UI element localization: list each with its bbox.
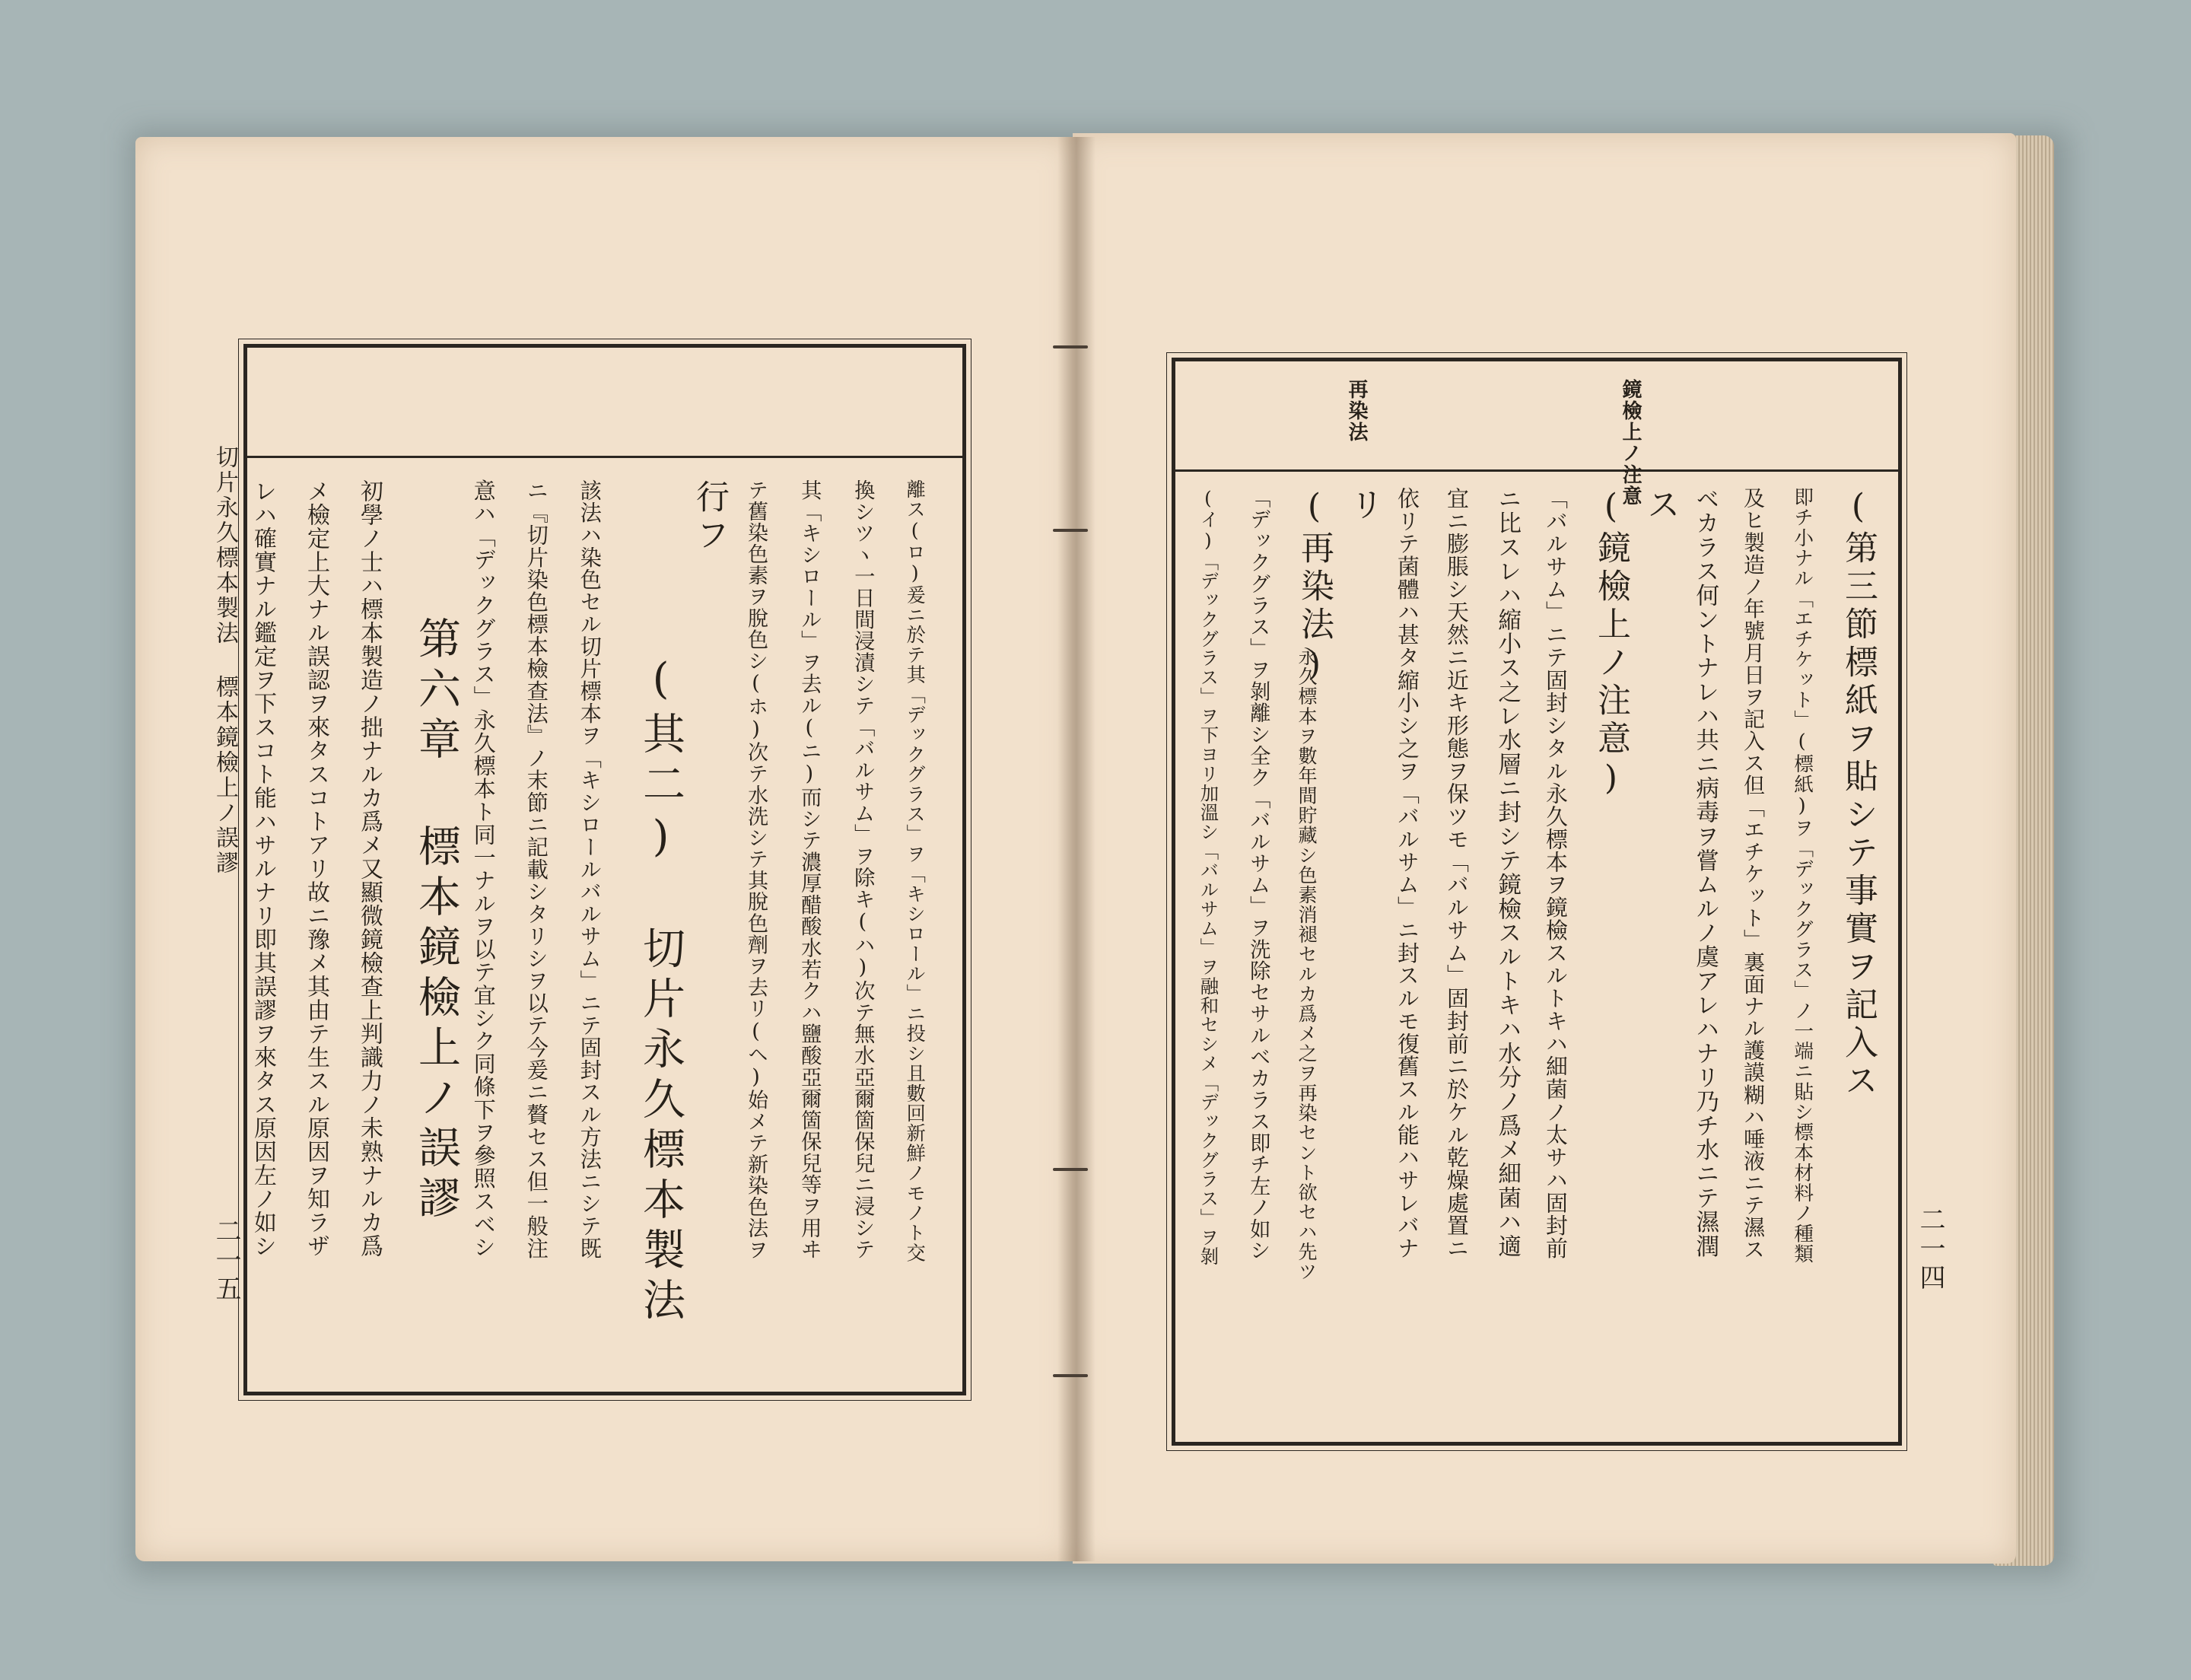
text-line: 意ハ「デックグラス」永久標本ト同一ナルヲ以テ宜シク同條下ヲ參照スベシ [470, 479, 497, 1259]
text-line: 其「キシロール」ヲ去ル(ニ)而シテ濃厚醋酸水若クハ鹽酸亞爾箇保兒等ヲ用ヰ [797, 479, 822, 1260]
text-line: 宜ニ膨脹シ天然ニ近キ形態ヲ保ツモ「バルサム」固封前ニ於ケル乾燥處置ニ [1443, 487, 1470, 1260]
text-line: ニ『切片染色標本檢查法』ノ末節ニ記載シタリシヲ以テ今爰ニ贅セス但一般注 [523, 479, 549, 1260]
binding-stitch [1053, 529, 1088, 532]
margin-note-band [247, 348, 962, 458]
text-line: (イ)「デックグラス」ヲ下ヨリ加溫シ「バルサム」ヲ融和セシメ「デックグラス」ヲ剝 [1197, 487, 1220, 1267]
text-line: リ [1344, 487, 1383, 525]
margin-note: 再染法 [1345, 379, 1368, 443]
text-line: メ檢定上大ナル誤認ヲ來タスコトアリ故ニ豫メ其由テ生スル原因ヲ知ラザ [303, 479, 329, 1258]
text-line: 該法ハ染色セル切片標本ヲ「キシロールバルサム」ニテ固封スル方法ニシテ既 [577, 479, 603, 1260]
text-line: 永久標本ヲ數年間貯藏シ色素消褪セルカ爲メ之ヲ再染セント欲セハ先ツ [1296, 647, 1318, 1282]
text-line: ニ比スレハ縮小ス之レ水層ニ封シテ鏡檢スルトキハ水分ノ爲メ細菌ハ適 [1493, 487, 1521, 1258]
subsection-heading: (鏡檢上ノ注意) [1592, 487, 1630, 802]
text-line: ベカラス何ントナレハ共ニ病毒ヲ嘗ムルノ虞アレハナリ乃チ水ニテ濕潤 [1691, 487, 1719, 1258]
text-line: 行フ [690, 479, 729, 555]
binding-stitch [1053, 345, 1088, 348]
text-line: レハ確實ナル鑑定ヲ下スコト能ハサルナリ即其誤謬ヲ來タス原因左ノ如シ [250, 479, 276, 1258]
text-line: 「バルサム」ニテ固封シタル永久標本ヲ鏡檢スルトキハ細菌ノ太サハ固封前 [1542, 487, 1569, 1260]
text-line: 離ス(ロ)爰ニ於テ其「デックグラス」ヲ「キシロール」ニ投シ且數回新鮮ノモノト交 [904, 479, 927, 1263]
text-line: 即チ小ナル「エチケット」(標紙)ヲ「デックグラス」ノ一端ニ貼シ標本材料ノ種類 [1790, 487, 1814, 1265]
text-line: 換シツヽ一日間浸漬シテ「バルサム」ヲ除キ(ハ)次テ無水亞爾箇保兒ニ浸シテ [851, 479, 875, 1260]
running-head: 切片永久標本製法 標本鏡檢上ノ誤謬 [211, 445, 238, 876]
binding-stitch [1053, 1168, 1088, 1171]
chapter-heading: 第六章 標本鏡檢上ノ誤謬 [412, 616, 461, 1226]
subsection-heading: (再染法) [1295, 487, 1334, 688]
text-line: 依リテ菌體ハ甚タ縮小シ之ヲ「バルサム」ニ封スルモ復舊スル能ハサレバナ [1394, 487, 1420, 1260]
margin-note-band [1175, 361, 1898, 472]
text-line: 及ヒ製造ノ年號月日ヲ記入ス但「エチケット」裏面ナル護謨糊ハ唾液ニテ濕ス [1741, 487, 1766, 1261]
binding-stitch [1053, 1374, 1088, 1377]
section-heading: (其二) 切片永久標本製法 [636, 654, 685, 1328]
text-line: 初學ノ士ハ標本製造ノ拙ナルカ爲メ又顯微鏡檢查上判識力ノ未熟ナルカ爲 [356, 479, 383, 1258]
book-gutter [1057, 137, 1096, 1561]
page-number: 二一五 [211, 1217, 241, 1304]
page-number: 二一四 [1915, 1206, 1945, 1293]
text-line: ス [1641, 487, 1680, 525]
text-line: 「デックグラス」ヲ剝離シ全ク「バルサム」ヲ洗除セサルベカラス即チ左ノ如シ [1246, 487, 1270, 1262]
text-line: テ舊染色素ヲ脫色シ(ホ)次テ水洗シテ其脫色劑ヲ去リ(ヘ)始メテ新染色法ヲ [744, 479, 768, 1261]
section-heading: (第三節標紙ヲ貼シテ事實ヲ記入ス [1839, 487, 1878, 1101]
margin-note: 鏡檢上ノ注意 [1619, 379, 1642, 507]
